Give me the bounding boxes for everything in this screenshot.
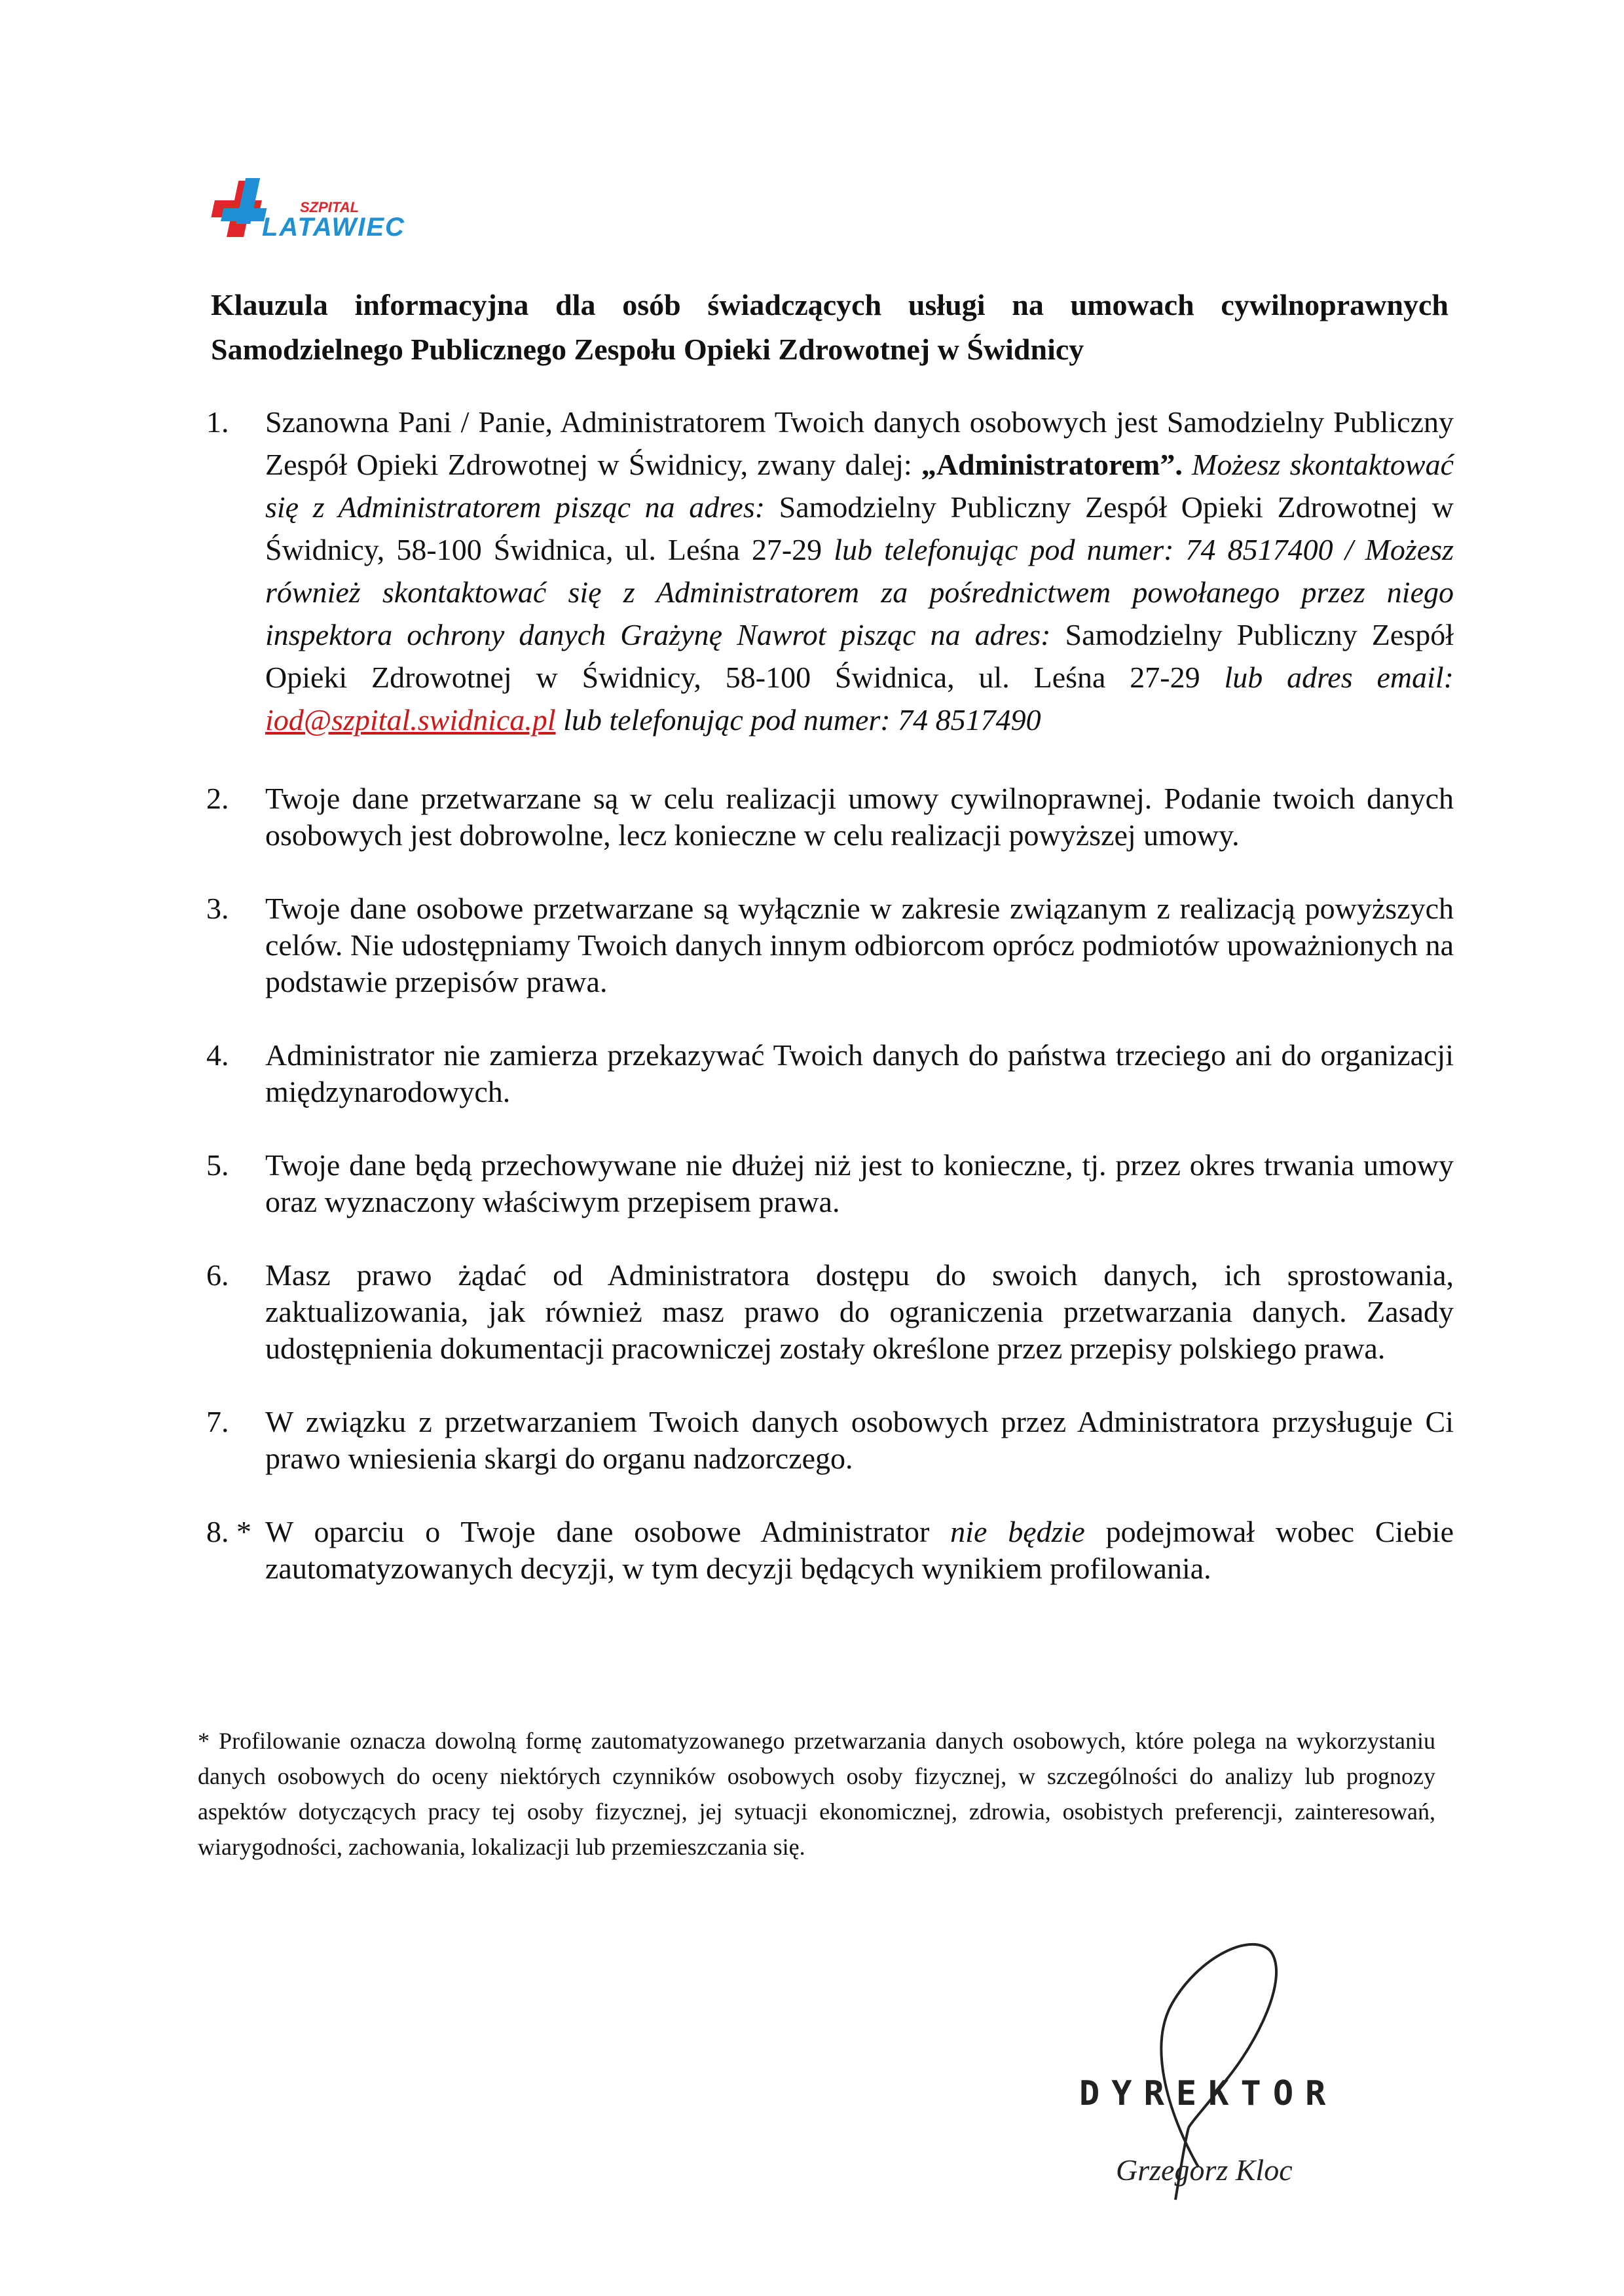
document-title <box>211 283 1449 372</box>
stamp-name: Grzegorz Kloc <box>1116 2153 1293 2187</box>
item-number: 2. <box>206 782 229 815</box>
item-text: Twoje dane będą przechowywane nie dłużej niż jest to konieczne, tj. przez okres trwania umowy oraz wyznaczony właściwym przepisem prawa. <box>265 1148 1454 1218</box>
title-line-2: Samodzielnego Publicznego Zespołu Opieki Zdrowotnej w Świdnicy <box>211 333 1084 366</box>
list-item <box>196 1037 1454 1110</box>
stamp-title: DYREKTOR <box>1079 2074 1338 2113</box>
item-text: Twoje dane osobowe przetwarzane są wyłącznie w zakresie związanym z realizacją powyższych celów. Nie udostępniamy Twoich danych innym odbiorcom oprócz podmiotów upoważnionych na podstawie przepisów prawa. <box>265 892 1454 998</box>
item-number: 3. <box>206 892 229 925</box>
item-italic-text: nie będzie <box>950 1515 1085 1548</box>
logo-name: LATAWIEC <box>262 213 405 242</box>
hospital-logo <box>208 175 405 247</box>
item-number: 7. <box>206 1405 229 1438</box>
item-text: Samodzielny Publiczny Zespół Opieki Zdrowotnej w Świdnicy, 58-100 Świdnica, ul. Leśna 27-29 <box>265 490 1454 566</box>
item-text: Twoje dane przetwarzane są w celu realizacji umowy cywilnoprawnej. Podanie twoich danych osobowych jest dobrowolne, lecz konieczne w celu realizacji powyższej umowy. <box>265 782 1454 852</box>
item-italic-text: lub adres email: <box>1224 661 1454 694</box>
item-number: 4. <box>206 1038 229 1072</box>
item-bold-text: „Administratorem”. <box>921 448 1183 481</box>
item-text: podejmował wobec Ciebie zautomatyzowanych decyzji, w tym decyzji będących wynikiem profilowania. <box>265 1515 1454 1585</box>
item-number: 6. <box>206 1258 229 1292</box>
item-text: Szanowna Pani / Panie, Administratorem Twoich danych osobowych jest Samodzielny Publiczny Zespół Opieki Zdrowotnej w Świdnicy, zwany dalej: <box>265 405 1454 481</box>
item-italic-text: Możesz skontaktować się z Administratorem pisząc na adres: <box>265 448 1454 524</box>
item-text: Administrator nie zamierza przekazywać Twoich danych do państwa trzeciego ani do organizacji międzynarodowych. <box>265 1038 1454 1108</box>
item-number: 1. <box>206 405 229 439</box>
clause-list <box>196 401 1454 1587</box>
logo-top-text: SZPITAL <box>300 199 360 215</box>
item-text: Samodzielny Publiczny Zespół Opieki Zdrowotnej w Świdnicy, 58-100 Świdnica, ul. Leśna 27-29 <box>265 618 1454 694</box>
item-number: 5. <box>206 1148 229 1182</box>
list-item <box>196 780 1454 854</box>
item-text: Masz prawo żądać od Administratora dostępu do swoich danych, ich sprostowania, zaktualizowania, jak również masz prawo do ograniczenia przetwarzania danych. Zasady udostępnienia dokumentacji pracowniczej zostały określone przez przepisy polskiego prawa. <box>265 1258 1454 1365</box>
footnote: * Profilowanie oznacza dowolną formę zautomatyzowanego przetwarzania danych osobowych, które polega na wykorzystaniu danych osobowych do oceny niektórych czynników osobowych osoby fizycznej, w szczególności do analizy lub prognozy aspektów dotyczących pracy tej osoby fizycznej, jej sytuacji ekonomicznej, zdrowia, osobistych preferencji, zainteresowań, wiarygodności, zachowania, lokalizacji lub przemieszczania się. <box>198 1728 1435 1860</box>
item-italic-text: lub telefonując pod numer: 74 8517490 <box>555 703 1041 737</box>
list-item <box>196 1514 1454 1587</box>
title-line-1: Klauzula informacyjna dla osób świadczących usługi na umowach cywilnoprawnych <box>211 288 1449 321</box>
email-link[interactable]: iod@szpital.swidnica.pl <box>265 703 556 737</box>
list-item <box>196 401 1454 741</box>
item-text: W oparciu o Twoje dane osobowe Administrator <box>265 1515 951 1548</box>
item-italic-text: lub telefonując pod numer: 74 8517400 / Możesz również skontaktować się z Administratorem za pośrednictwem powołanego przez niego inspektora ochrony danych Grażynę Nawrot pisząc na adres: <box>265 533 1454 651</box>
list-item <box>196 1257 1454 1367</box>
item-text: W związku z przetwarzaniem Twoich danych osobowych przez Administratora przysługuje Ci prawo wniesienia skargi do organu nadzorczego. <box>265 1405 1454 1475</box>
item-number: 8. * <box>206 1515 251 1548</box>
list-item <box>196 890 1454 1000</box>
list-item <box>196 1147 1454 1220</box>
list-item <box>196 1404 1454 1477</box>
